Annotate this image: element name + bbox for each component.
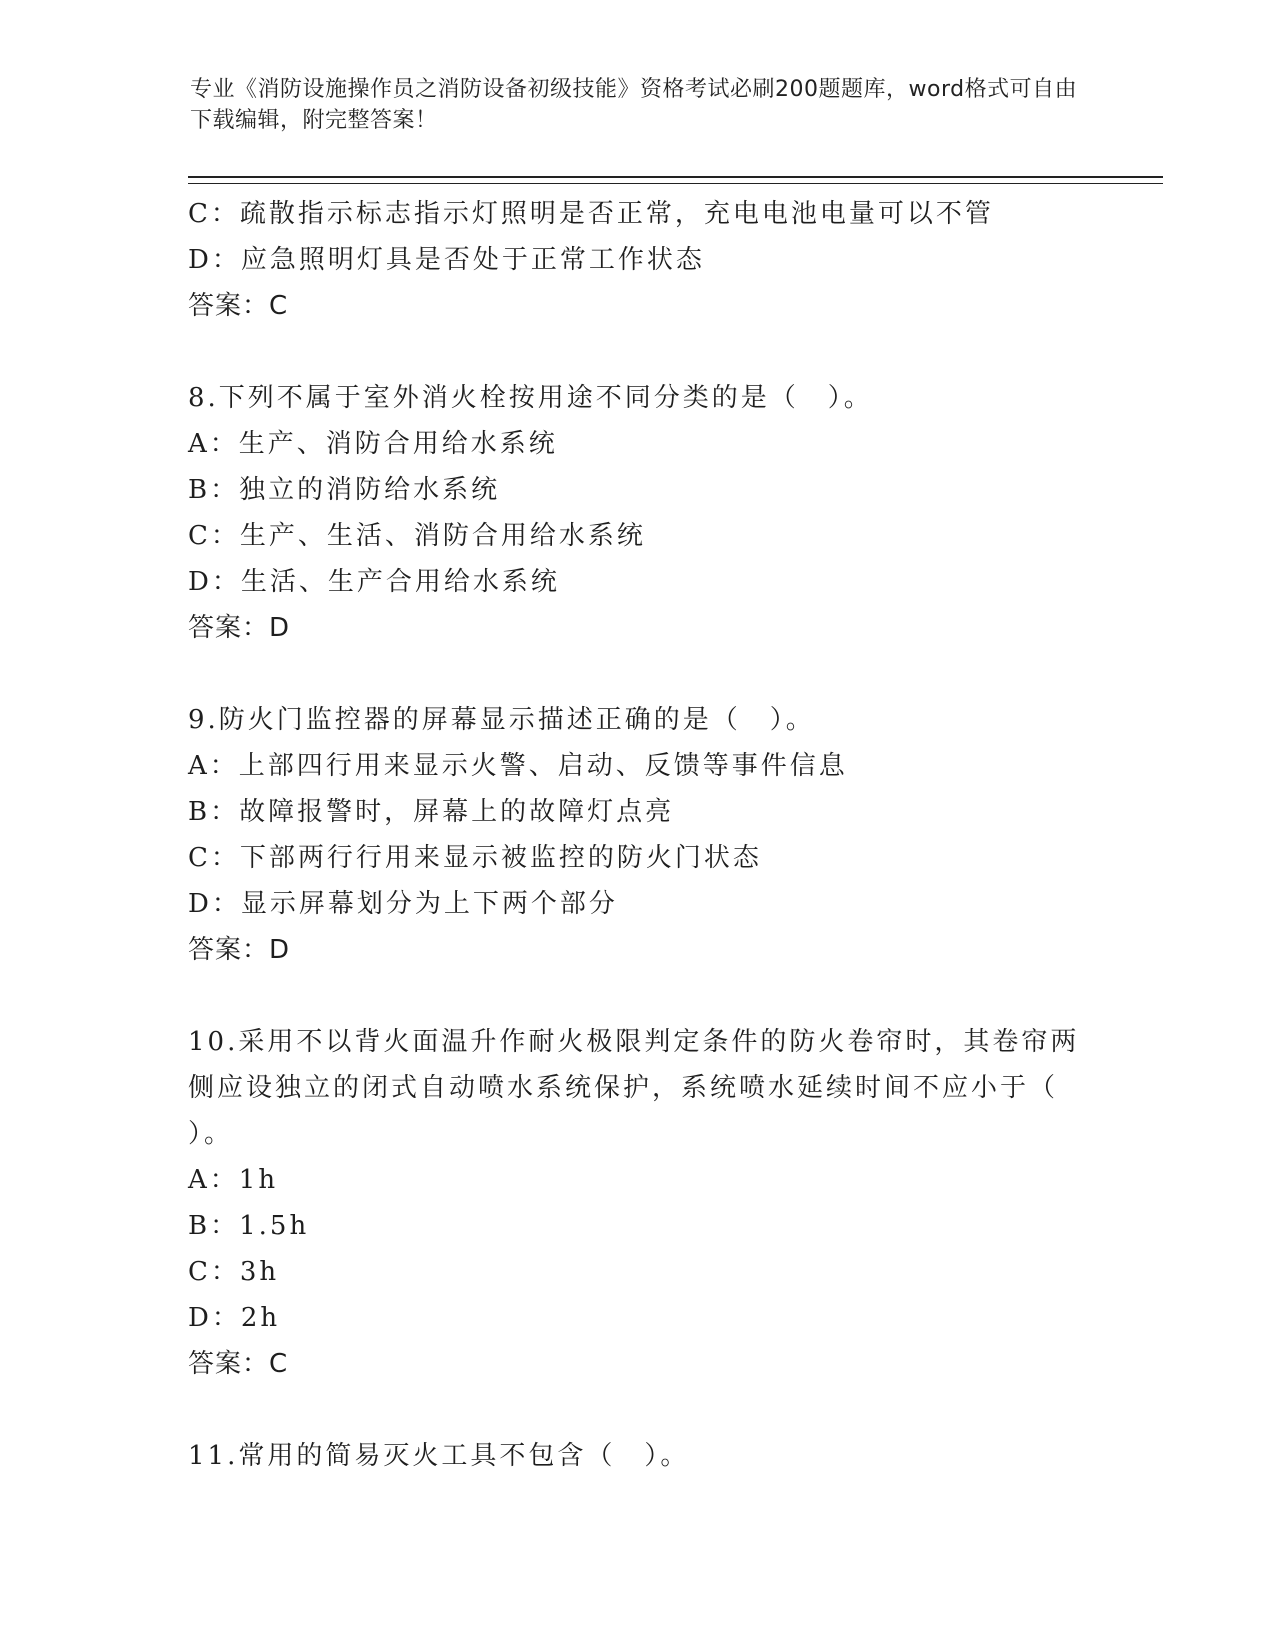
option-c: C：下部两行行用来显示被监控的防火门状态 [188,843,762,873]
option-c: C：3h [188,1257,280,1287]
option-a: A：上部四行用来显示火警、启动、反馈等事件信息 [188,751,848,781]
option-b: B：1.5h [188,1211,310,1241]
option-b: B：独立的消防给水系统 [188,475,501,505]
question-block-11 [188,1433,1088,1479]
answer-label: 答案：D [188,935,291,965]
option-a: A：1h [188,1165,279,1195]
question-stem: 11.常用的简易灭火工具不包含（ ）。 [188,1441,690,1471]
option-d: D：2h [188,1303,281,1333]
option-a: A：生产、消防合用给水系统 [188,429,558,459]
question-stem-line-2: 侧应设独立的闭式自动喷水系统保护，系统喷水延续时间不应小于（ [188,1073,1059,1103]
answer-label: 答案：C [188,291,289,321]
option-d: D：应急照明灯具是否处于正常工作状态 [188,245,705,275]
answer-label: 答案：D [188,613,291,643]
question-block-10 [188,1019,1088,1387]
option-d: D：生活、生产合用给水系统 [188,567,560,597]
question-block-9 [188,697,1088,973]
question-stem: 8.下列不属于室外消火栓按用途不同分类的是（ ）。 [188,383,873,413]
option-c: C：疏散指示标志指示灯照明是否正常，充电电池电量可以不管 [188,199,994,229]
header-divider-thin [188,183,1163,184]
question-list [188,191,1088,1479]
question-stem: 9.防火门监控器的屏幕显示描述正确的是（ ）。 [188,705,815,735]
header-divider-thick [188,176,1163,178]
question-stem-line-1: 10.采用不以背火面温升作耐火极限判定条件的防火卷帘时，其卷帘两 [188,1027,1080,1057]
document-header: 专业《消防设施操作员之消防设备初级技能》资格考试必刷200题题库，word格式可自由下载编辑，附完整答案！ [190,77,1078,133]
answer-label: 答案：C [188,1349,289,1379]
question-stem-line-3: ）。 [188,1119,234,1149]
option-d: D：显示屏幕划分为上下两个部分 [188,889,618,919]
option-b: B：故障报警时，屏幕上的故障灯点亮 [188,797,675,827]
option-c: C：生产、生活、消防合用给水系统 [188,521,646,551]
question-block-8 [188,375,1088,651]
question-block-prev [188,191,1088,329]
